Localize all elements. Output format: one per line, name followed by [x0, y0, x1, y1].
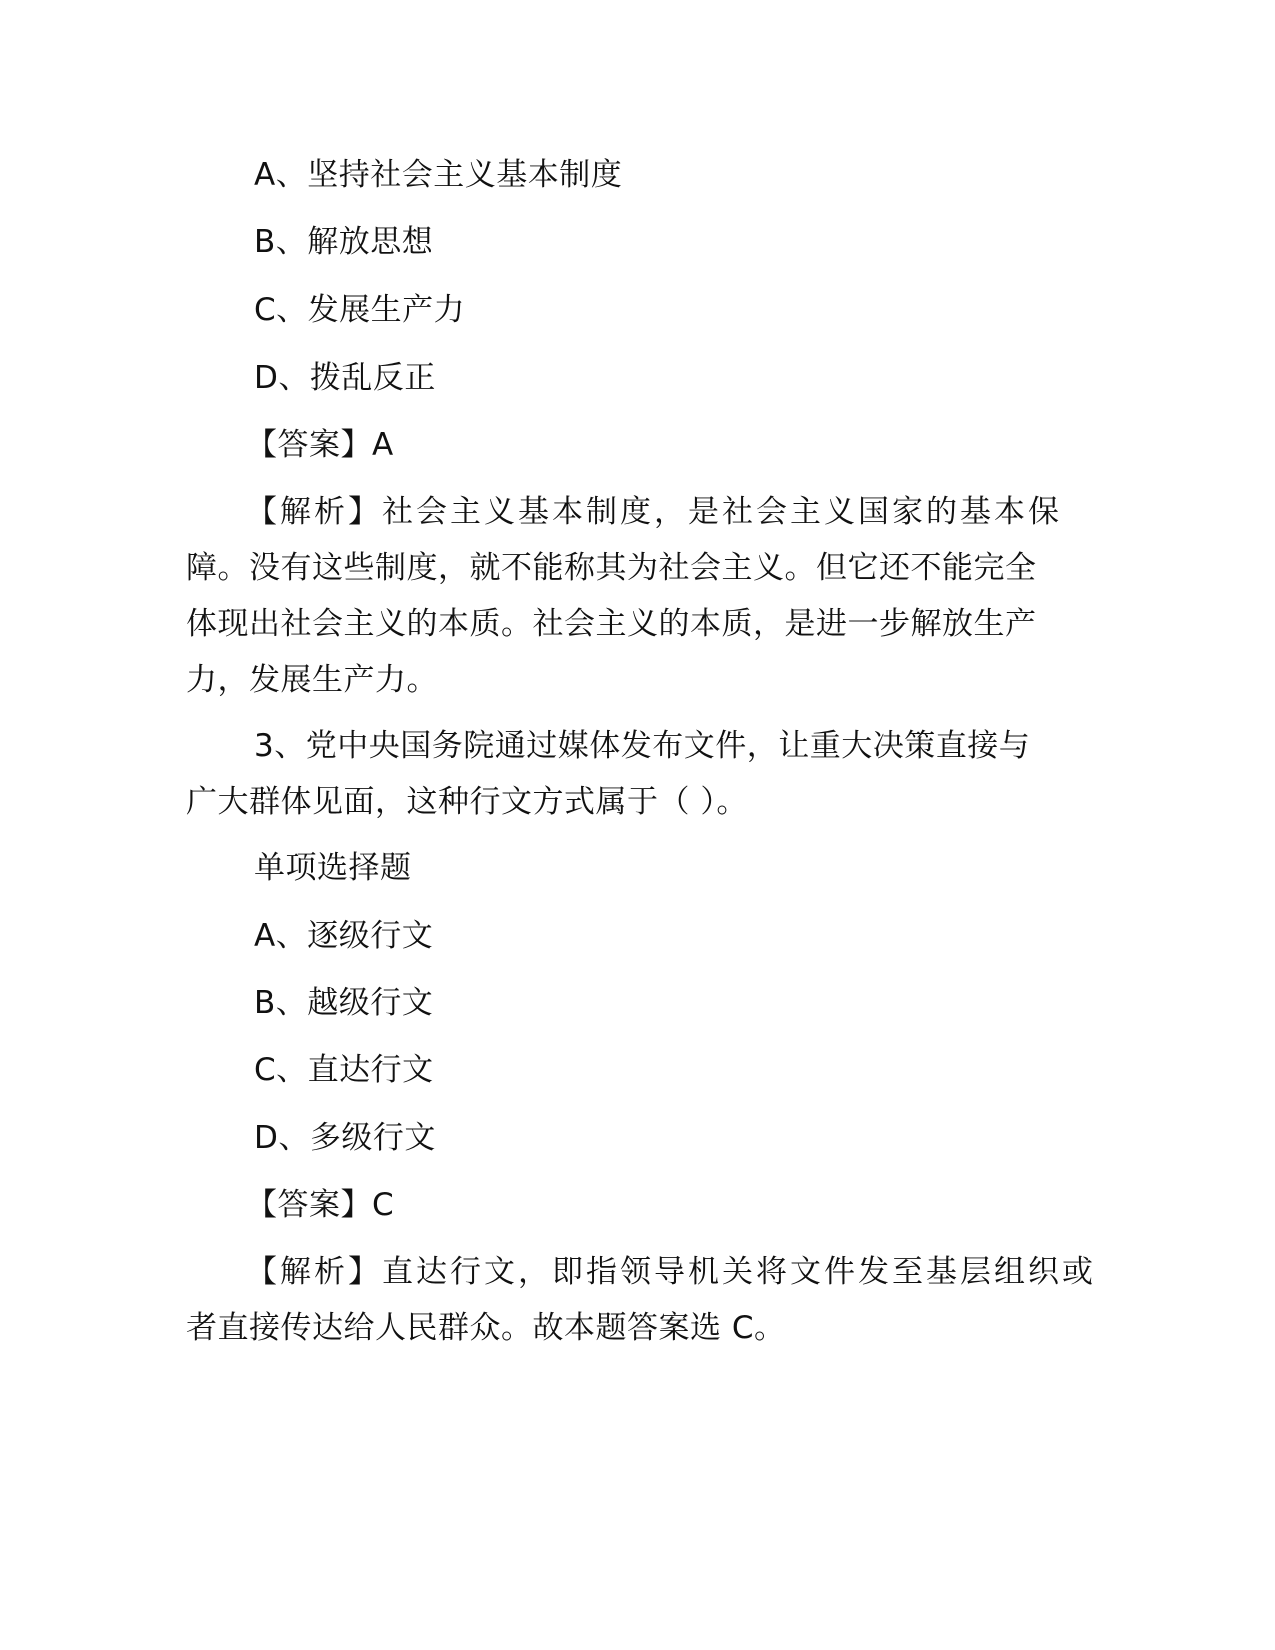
- answer-label: 【答案】C: [246, 1187, 395, 1223]
- option-c: C、发展生产力: [254, 292, 466, 328]
- option-c: C、直达行文: [254, 1052, 434, 1088]
- question-stem: 广大群体见面，这种行文方式属于（ ）。: [186, 784, 748, 820]
- option-b: B、越级行文: [254, 985, 434, 1021]
- option-d: D、多级行文: [254, 1120, 436, 1156]
- analysis-line: 【解析】直达行文，即指领导机关将文件发至基层组织或: [246, 1254, 1096, 1290]
- analysis-line: 【解析】社会主义基本制度，是社会主义国家的基本保: [246, 494, 1062, 530]
- option-d: D、拨乱反正: [254, 360, 436, 396]
- option-a: A、坚持社会主义基本制度: [254, 157, 623, 193]
- analysis-line: 体现出社会主义的本质。社会主义的本质，是进一步解放生产: [186, 606, 1037, 642]
- answer-label: 【答案】A: [246, 427, 394, 463]
- analysis-line: 障。没有这些制度，就不能称其为社会主义。但它还不能完全: [186, 550, 1037, 586]
- analysis-line: 者直接传达给人民群众。故本题答案选 C。: [186, 1310, 786, 1346]
- analysis-line: 力，发展生产力。: [186, 662, 438, 698]
- question-type: 单项选择题: [254, 850, 412, 886]
- option-a: A、逐级行文: [254, 918, 434, 954]
- option-b: B、解放思想: [254, 224, 434, 260]
- question-stem: 3、党中央国务院通过媒体发布文件，让重大决策直接与: [254, 728, 1031, 764]
